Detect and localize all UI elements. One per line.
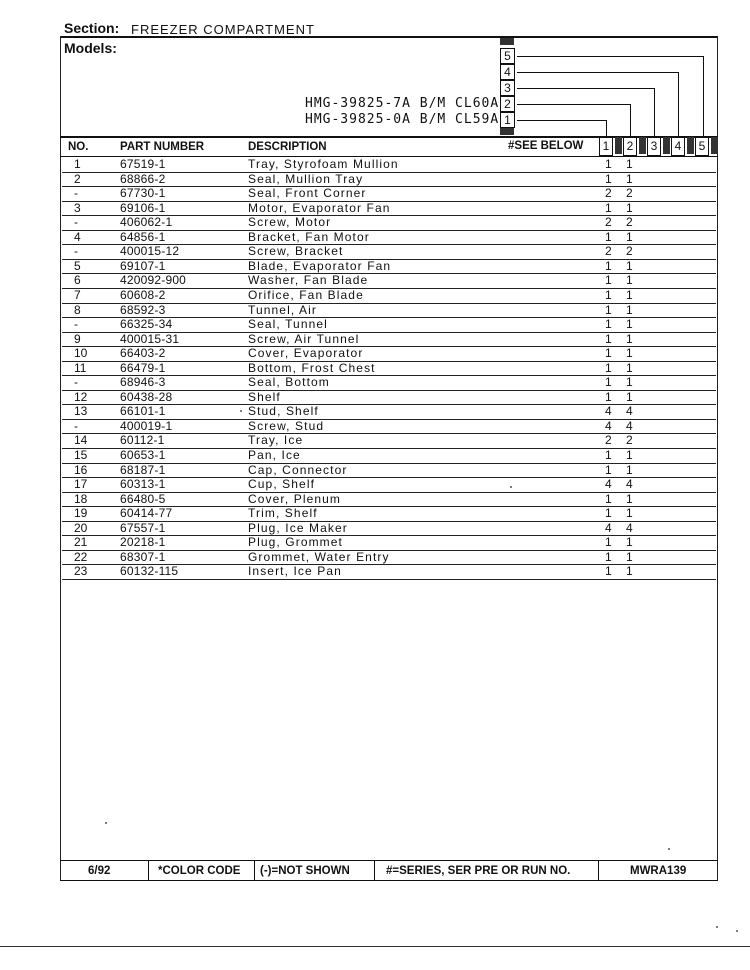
row-qty-series-2: 1 xyxy=(626,564,633,579)
row-qty-series-1: 4 xyxy=(605,404,612,419)
row-item-no: 15 xyxy=(74,448,88,462)
row-qty-series-1: 2 xyxy=(605,244,612,259)
row-part-number: 20218-1 xyxy=(120,535,166,550)
table-row xyxy=(62,478,716,493)
row-qty-series-1: 4 xyxy=(605,520,612,535)
leader-1 xyxy=(517,120,607,121)
row-description: Orifice, Fan Blade xyxy=(248,287,364,302)
series-col-head-3: 3 xyxy=(647,137,661,156)
row-qty-series-1: 4 xyxy=(605,477,612,492)
row-description: Screw, Motor xyxy=(248,215,332,230)
row-qty-series-1: 1 xyxy=(605,157,612,171)
series-stack-cap-top xyxy=(500,38,514,45)
row-rule xyxy=(62,579,716,580)
row-item-no: 12 xyxy=(74,389,88,404)
footer-sep-3 xyxy=(374,860,375,880)
col-header-part-number: PART NUMBER xyxy=(120,141,205,153)
row-part-number: 67519-1 xyxy=(120,157,166,171)
row-qty-series-1: 1 xyxy=(605,331,612,346)
row-description: Seal, Tunnel xyxy=(248,317,328,332)
row-description: Bracket, Fan Motor xyxy=(248,229,370,244)
section-value: FREEZER COMPARTMENT xyxy=(131,22,315,37)
leader-3 xyxy=(517,88,655,89)
row-qty-series-2: 1 xyxy=(626,229,633,244)
row-item-no: 23 xyxy=(74,564,88,579)
scan-speck xyxy=(105,822,107,824)
row-description: Seal, Bottom xyxy=(248,375,330,390)
row-qty-series-1: 1 xyxy=(605,506,612,521)
row-qty-series-1: 1 xyxy=(605,302,612,317)
row-part-number: 69106-1 xyxy=(120,200,166,215)
row-description: Cup, Shelf xyxy=(248,477,316,492)
row-qty-series-2: 1 xyxy=(626,375,633,390)
row-description: Washer, Fan Blade xyxy=(248,273,369,288)
table-row xyxy=(62,449,716,464)
row-description: Plug, Ice Maker xyxy=(248,520,348,535)
scan-speck xyxy=(240,410,242,412)
row-item-no: - xyxy=(74,317,78,332)
row-qty-series-1: 1 xyxy=(605,346,612,361)
row-part-number: 400019-1 xyxy=(120,418,173,433)
row-qty-series-1: 2 xyxy=(605,215,612,230)
row-qty-series-2: 4 xyxy=(626,404,633,419)
row-part-number: 68187-1 xyxy=(120,462,166,477)
row-item-no: 18 xyxy=(74,491,88,506)
row-item-no: 17 xyxy=(74,477,88,492)
leader-1-down xyxy=(606,120,607,136)
row-item-no: 10 xyxy=(74,346,88,361)
row-qty-series-1: 4 xyxy=(605,418,612,433)
row-description: Tray, Ice xyxy=(248,433,304,448)
row-item-no: 3 xyxy=(74,200,81,215)
row-item-no: 14 xyxy=(74,433,88,448)
row-part-number: 67557-1 xyxy=(120,520,166,535)
row-description: Grommet, Water Entry xyxy=(248,549,390,564)
row-item-no: 5 xyxy=(74,258,81,273)
row-qty-series-2: 1 xyxy=(626,258,633,273)
row-qty-series-1: 1 xyxy=(605,375,612,390)
table-row xyxy=(62,507,716,522)
row-item-no: - xyxy=(74,375,78,390)
row-item-no: 20 xyxy=(74,520,88,535)
row-qty-series-2: 1 xyxy=(626,171,633,186)
footer-sep-1 xyxy=(148,860,149,880)
row-part-number: 60414-77 xyxy=(120,506,173,521)
series-col-sep-3 xyxy=(663,137,670,154)
row-qty-series-2: 1 xyxy=(626,360,633,375)
row-part-number: 68307-1 xyxy=(120,549,166,564)
row-part-number: 66479-1 xyxy=(120,360,166,375)
row-description: Seal, Front Corner xyxy=(248,186,367,201)
row-item-no: 16 xyxy=(74,462,88,477)
scan-speck xyxy=(668,848,670,850)
row-item-no: 9 xyxy=(74,331,81,346)
section-label: Section: xyxy=(64,20,120,36)
row-description: Plug, Grommet xyxy=(248,535,343,550)
row-qty-series-1: 1 xyxy=(605,258,612,273)
table-row xyxy=(62,231,716,246)
table-row xyxy=(62,551,716,566)
footer-sep-2 xyxy=(254,860,255,880)
scan-speck xyxy=(736,930,738,932)
series-col-head-4: 4 xyxy=(671,137,685,156)
row-part-number: 60438-28 xyxy=(120,389,173,404)
row-qty-series-2: 2 xyxy=(626,215,633,230)
row-part-number: 60112-1 xyxy=(120,433,165,448)
row-item-no: 13 xyxy=(74,404,88,419)
scan-speck xyxy=(716,926,718,928)
row-item-no: 11 xyxy=(74,360,87,375)
footer-bottom-rule xyxy=(60,880,718,881)
table-row xyxy=(62,376,716,391)
series-stack-cap-bottom xyxy=(500,128,514,135)
row-item-no: - xyxy=(74,215,78,230)
row-description: Stud, Shelf xyxy=(248,404,319,419)
footer-not-shown: (-)=NOT SHOWN xyxy=(260,865,350,877)
row-description: Screw, Bracket xyxy=(248,244,344,259)
row-description: Blade, Evaporator Fan xyxy=(248,258,392,273)
row-qty-series-2: 1 xyxy=(626,389,633,404)
row-description: Tunnel, Air xyxy=(248,302,318,317)
table-row xyxy=(62,173,716,188)
leader-2-down xyxy=(630,104,631,136)
row-description: Cover, Evaporator xyxy=(248,346,364,361)
series-col-sep-5 xyxy=(711,137,718,154)
row-qty-series-2: 4 xyxy=(626,418,633,433)
row-description: Cap, Connector xyxy=(248,462,348,477)
table-row xyxy=(62,420,716,435)
row-description: Screw, Stud xyxy=(248,418,325,433)
row-item-no: 22 xyxy=(74,549,88,564)
row-item-no: 21 xyxy=(74,535,88,550)
series-box-3: 3 xyxy=(500,80,515,96)
row-part-number: 60653-1 xyxy=(120,448,166,462)
table-row xyxy=(62,216,716,231)
row-qty-series-2: 1 xyxy=(626,506,633,521)
row-description: Shelf xyxy=(248,389,281,404)
row-part-number: 400015-31 xyxy=(120,331,180,346)
table-row xyxy=(62,304,716,319)
row-part-number: 69107-1 xyxy=(120,258,166,273)
row-qty-series-1: 1 xyxy=(605,549,612,564)
col-header-see-below: #SEE BELOW xyxy=(508,140,584,152)
table-row xyxy=(62,318,716,333)
row-qty-series-2: 1 xyxy=(626,273,633,288)
table-row xyxy=(62,536,716,551)
row-part-number: 66325-34 xyxy=(120,317,173,332)
row-qty-series-2: 4 xyxy=(626,520,633,535)
table-row xyxy=(62,391,716,406)
row-qty-series-2: 1 xyxy=(626,302,633,317)
row-part-number: 400015-12 xyxy=(120,244,180,259)
row-qty-series-1: 1 xyxy=(605,229,612,244)
row-item-no: - xyxy=(74,244,78,259)
row-qty-series-2: 1 xyxy=(626,157,633,171)
footer-series-note: #=SERIES, SER PRE OR RUN NO. xyxy=(386,865,571,877)
row-part-number: 67730-1 xyxy=(120,186,166,201)
series-col-head-2: 2 xyxy=(623,137,637,156)
row-qty-series-1: 1 xyxy=(605,171,612,186)
series-col-sep-2 xyxy=(639,137,646,154)
row-qty-series-1: 2 xyxy=(605,186,612,201)
row-qty-series-2: 1 xyxy=(626,462,633,477)
row-description: Motor, Evaporator Fan xyxy=(248,200,391,215)
row-qty-series-2: 1 xyxy=(626,287,633,302)
row-item-no: 2 xyxy=(74,171,81,186)
row-item-no: 4 xyxy=(74,229,81,244)
row-part-number: 60313-1 xyxy=(120,477,166,492)
leader-5 xyxy=(517,56,704,57)
frame-left-rule xyxy=(60,36,61,880)
table-row xyxy=(62,347,716,362)
table-row xyxy=(62,260,716,275)
series-box-5: 5 xyxy=(500,48,515,64)
row-qty-series-1: 1 xyxy=(605,448,612,462)
row-qty-series-1: 1 xyxy=(605,287,612,302)
footer-date: 6/92 xyxy=(88,865,111,877)
row-part-number: 68866-2 xyxy=(120,171,166,186)
row-qty-series-1: 1 xyxy=(605,462,612,477)
leader-5-down xyxy=(703,56,704,136)
row-item-no: 19 xyxy=(74,506,88,521)
table-row xyxy=(62,405,716,420)
row-item-no: 6 xyxy=(74,273,81,288)
series-box-2: 2 xyxy=(500,96,515,112)
row-qty-series-2: 1 xyxy=(626,346,633,361)
series-col-sep-1 xyxy=(615,137,622,154)
row-qty-series-2: 1 xyxy=(626,535,633,550)
row-description: Insert, Ice Pan xyxy=(248,564,342,579)
row-part-number: 68946-3 xyxy=(120,375,166,390)
row-description: Trim, Shelf xyxy=(248,506,318,521)
page-bottom-rule xyxy=(0,946,750,947)
table-row xyxy=(62,522,716,537)
row-qty-series-1: 1 xyxy=(605,535,612,550)
table-row xyxy=(62,434,716,449)
table-row xyxy=(62,245,716,260)
row-qty-series-2: 2 xyxy=(626,433,633,448)
footer-top-rule xyxy=(60,860,718,861)
table-row xyxy=(62,274,716,289)
table-row xyxy=(62,202,716,217)
row-qty-series-2: 2 xyxy=(626,244,633,259)
table-row xyxy=(62,333,716,348)
col-header-no: NO. xyxy=(68,141,89,153)
row-qty-series-2: 1 xyxy=(626,331,633,346)
row-item-no: 7 xyxy=(74,287,81,302)
row-qty-series-1: 1 xyxy=(605,273,612,288)
row-qty-series-2: 2 xyxy=(626,186,633,201)
table-row xyxy=(62,362,716,377)
table-row xyxy=(62,187,716,202)
model-line-1: HMG-39825-7A B/M CL60A xyxy=(305,96,500,111)
row-qty-series-2: 1 xyxy=(626,448,633,462)
row-item-no: - xyxy=(74,186,78,201)
row-description: Screw, Air Tunnel xyxy=(248,331,360,346)
row-qty-series-1: 1 xyxy=(605,317,612,332)
row-description: Bottom, Frost Chest xyxy=(248,360,376,375)
row-qty-series-1: 1 xyxy=(605,389,612,404)
row-part-number: 68592-3 xyxy=(120,302,166,317)
row-description: Seal, Mullion Tray xyxy=(248,171,364,186)
row-item-no: - xyxy=(74,418,78,433)
row-part-number: 66403-2 xyxy=(120,346,166,361)
row-item-no: 1 xyxy=(74,157,81,171)
row-description: Tray, Styrofoam Mullion xyxy=(248,157,399,171)
row-qty-series-2: 1 xyxy=(626,200,633,215)
row-part-number: 66101-1 xyxy=(120,404,166,419)
model-line-2: HMG-39825-0A B/M CL59A xyxy=(305,112,500,127)
table-row xyxy=(62,158,716,173)
row-description: Pan, Ice xyxy=(248,448,301,462)
table-row xyxy=(62,464,716,479)
leader-4 xyxy=(517,72,679,73)
footer-color-code: *COLOR CODE xyxy=(158,865,241,877)
row-part-number: 406062-1 xyxy=(120,215,173,230)
series-col-head-5: 5 xyxy=(695,137,709,156)
row-qty-series-1: 2 xyxy=(605,433,612,448)
row-qty-series-1: 1 xyxy=(605,564,612,579)
series-box-4: 4 xyxy=(500,64,515,80)
row-qty-series-1: 1 xyxy=(605,491,612,506)
footer-doc-id: MWRA139 xyxy=(630,865,687,877)
row-qty-series-1: 1 xyxy=(605,200,612,215)
leader-2 xyxy=(517,104,631,105)
row-description: Cover, Plenum xyxy=(248,491,342,506)
leader-4-down xyxy=(678,72,679,136)
row-part-number: 64856-1 xyxy=(120,229,166,244)
scan-speck xyxy=(510,486,512,488)
row-qty-series-2: 1 xyxy=(626,549,633,564)
series-col-head-1: 1 xyxy=(599,137,613,156)
table-row xyxy=(62,289,716,304)
frame-right-rule xyxy=(717,36,718,880)
col-header-description: DESCRIPTION xyxy=(248,141,327,153)
leader-3-down xyxy=(654,88,655,136)
series-col-sep-4 xyxy=(687,137,694,154)
row-part-number: 66480-5 xyxy=(120,491,166,506)
table-row xyxy=(62,565,716,580)
row-part-number: 60132-115 xyxy=(120,564,179,579)
footer-sep-4 xyxy=(598,860,599,880)
row-qty-series-2: 4 xyxy=(626,477,633,492)
row-part-number: 420092-900 xyxy=(120,273,187,288)
row-qty-series-1: 1 xyxy=(605,360,612,375)
models-label: Models: xyxy=(64,40,117,56)
row-part-number: 60608-2 xyxy=(120,287,166,302)
row-qty-series-2: 1 xyxy=(626,317,633,332)
row-item-no: 8 xyxy=(74,302,81,317)
row-qty-series-2: 1 xyxy=(626,491,633,506)
series-box-1: 1 xyxy=(500,112,515,128)
table-row xyxy=(62,493,716,508)
